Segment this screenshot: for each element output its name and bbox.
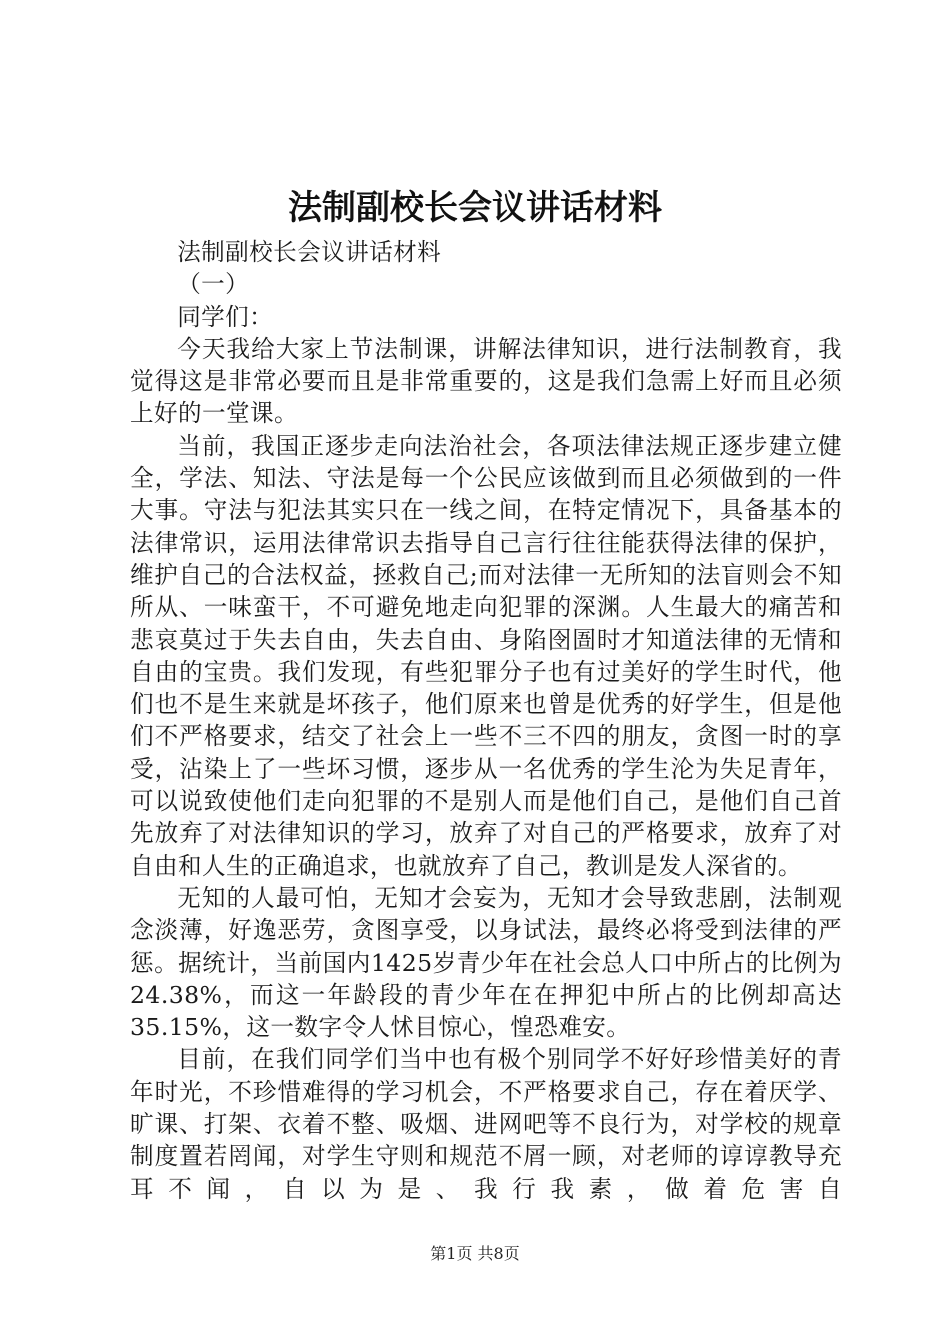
page-number-footer: 第1页 共8页 <box>430 1244 520 1263</box>
paragraph-current-issues: 目前，在我们同学们当中也有极个别同学不好好珍惜美好的青年时光，不珍惜难得的学习机会，不严格要求自己，存在着厌学、旷课、打架、衣着不整、吸烟、进网吧等不良行为，对学校的规章制度置若罔闻，对学生守则和规范不屑一顾，对老师的谆谆教导充耳不闻，自以为是、我行我素，做着危害自 <box>130 1045 842 1203</box>
paragraph-statistics: 无知的人最可怕，无知才会妄为，无知才会导致悲剧，法制观念淡薄，好逸恶劳，贪图享受，以身试法，最终必将受到法律的严惩。据统计，当前国内1425岁青少年在社会总人口中所占的比例为24.38%，而这一年龄段的青少年在在押犯中所占的比例却高达35.15%，这一数字令人怵目惊心，惶恐难安。 <box>130 883 842 1042</box>
paragraph-salutation: 同学们： <box>177 302 274 331</box>
document-title: 法制副校长会议讲话材料 <box>288 188 662 228</box>
document-body <box>130 236 842 1205</box>
paragraph-subtitle: 法制副校长会议讲话材料 <box>177 238 442 266</box>
paragraph-intro: 今天我给大家上节法制课，讲解法律知识，进行法制教育，我觉得这是非常必要而且是非常重要的，这是我们急需上好而且必须上好的一堂课。 <box>130 334 842 428</box>
paragraph-rule-of-law: 当前，我国正逐步走向法治社会，各项法律法规正逐步建立健全，学法、知法、守法是每一个公民应该做到而且必须做到的一件大事。守法与犯法其实只在一线之间，在特定情况下，具备基本的法律常识，运用法律常识去指导自己言行往往能获得法律的保护，维护自己的合法权益，拯救自己;而对法律一无所知的法盲则会不知所从、一味蛮干，不可避免地走向犯罪的深渊。人生最大的痛苦和悲哀莫过于失去自由，失去自由、身陷囹圄时才知道法律的无情和自由的宝贵。我们发现，有些犯罪分子也有过美好的学生时代，他们也不是生来就是坏孩子，他们原来也曾是优秀的好学生，但是他们不严格要求，结交了社会上一些不三不四的朋友，贪图一时的享受，沾染上了一些坏习惯，逐步从一名优秀的学生沦为失足青年，可以说致使他们走向犯罪的不是别人而是他们自己，是他们自己首先放弃了对法律知识的学习，放弃了对自己的严格要求，放弃了对自由和人生的正确追求，也就放弃了自己，教训是发人深省的。 <box>130 431 842 880</box>
paragraph-section-number: （一） <box>177 270 250 299</box>
